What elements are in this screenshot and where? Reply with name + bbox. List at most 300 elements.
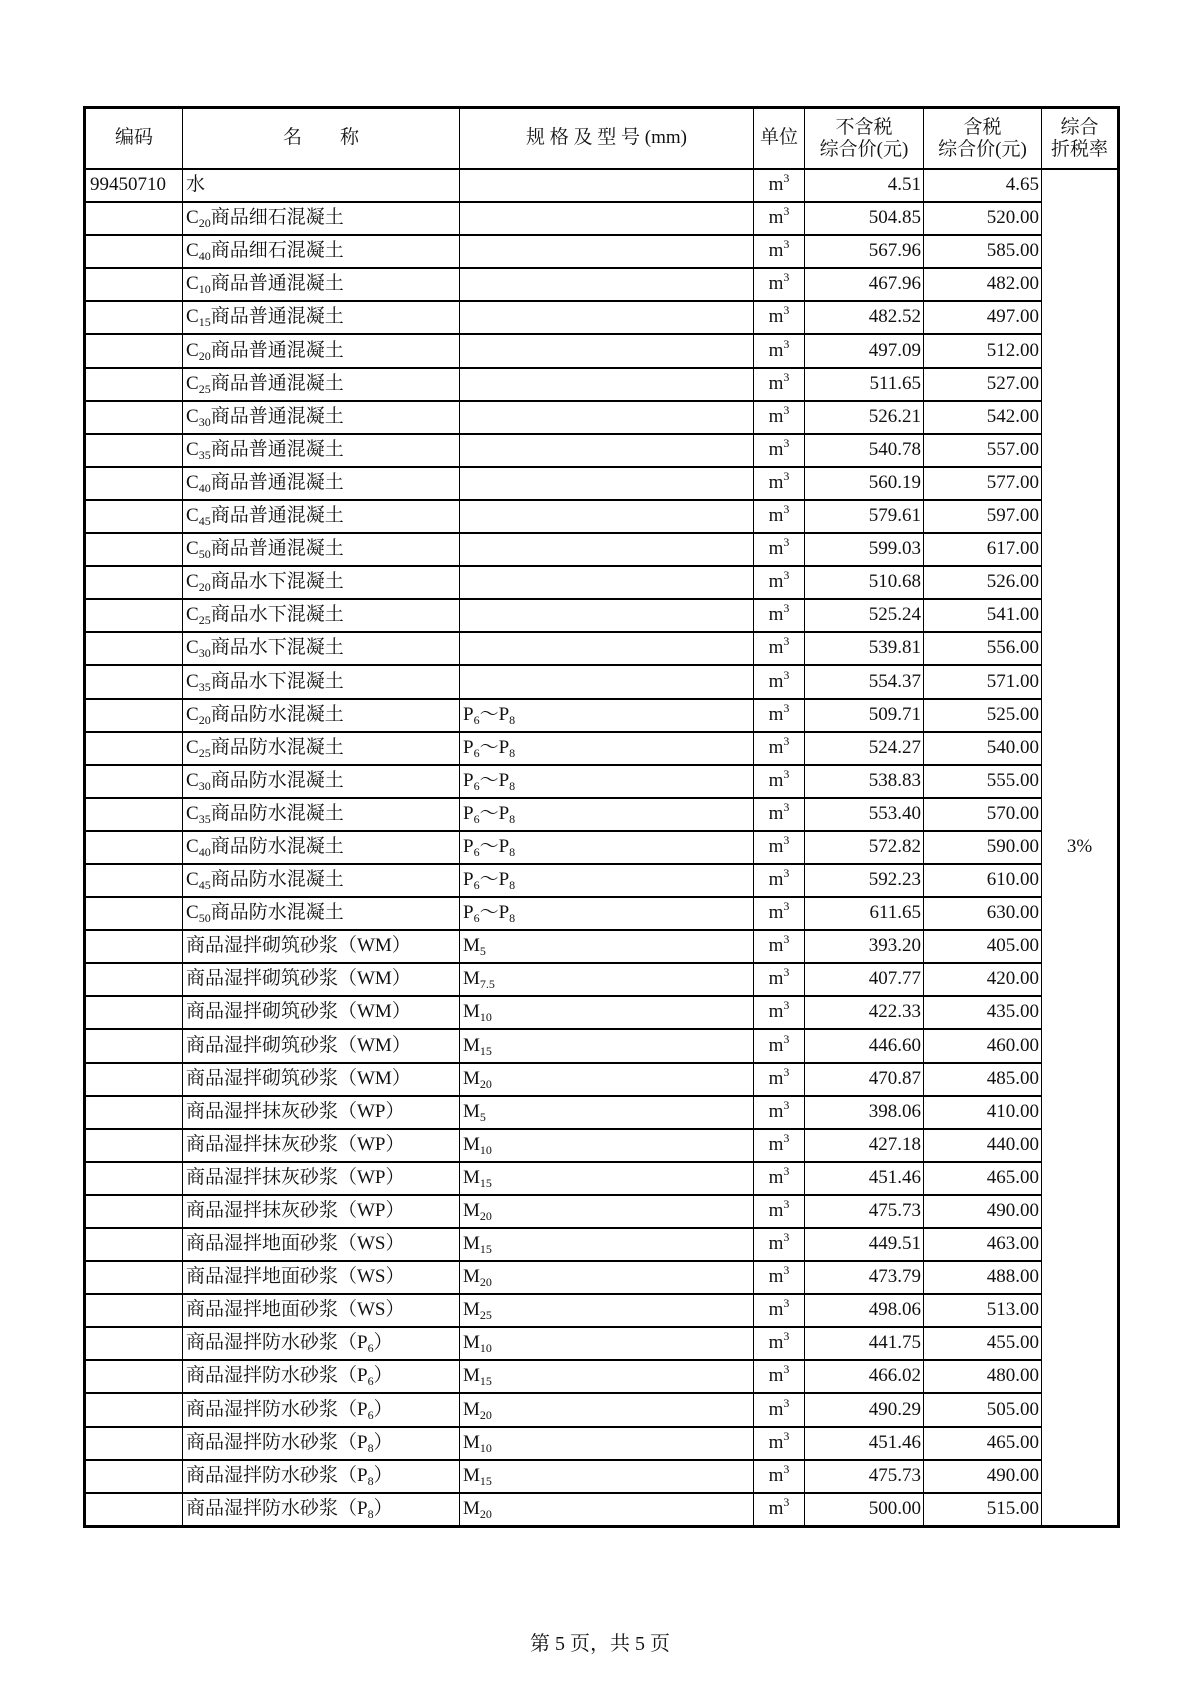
cell-unit [754, 533, 805, 566]
table-row [85, 1294, 1119, 1327]
spec-subscript: 7.5 [479, 977, 495, 992]
spec-subscript: 8 [509, 811, 516, 826]
spec-text: M [463, 1034, 480, 1056]
name-text: 商品湿拌砌筑砂浆（WM） [186, 1067, 411, 1089]
name-text: 商品湿拌防水砂浆（P [186, 1398, 368, 1420]
cell-name [183, 1261, 460, 1294]
cell-spec [460, 301, 754, 334]
unit-text: m [768, 1233, 784, 1255]
name-text: 商品防水混凝土 [210, 703, 344, 725]
name-prefix: C [186, 670, 199, 692]
unit-text: m [768, 438, 784, 460]
cell-price-inc-tax: 465.00 [924, 1162, 1042, 1195]
name-text: 商品普通混凝土 [210, 372, 344, 394]
spec-text: M [463, 1497, 480, 1519]
table-row [85, 699, 1119, 732]
unit-text: m [768, 339, 784, 361]
unit-text: m [768, 670, 784, 692]
cell-code [85, 1360, 183, 1393]
cell-unit [754, 1096, 805, 1129]
table-row [85, 1162, 1119, 1195]
name-text: 商品湿拌砌筑砂浆（WM） [186, 1034, 411, 1056]
header-price-ex-tax [805, 108, 924, 170]
cell-name [183, 202, 460, 235]
spec-subscript: 6 [473, 844, 480, 859]
unit-text: m [768, 273, 784, 295]
name-text: 商品防水混凝土 [210, 802, 344, 824]
spec-text: M [463, 1001, 480, 1023]
name-subscript: 45 [198, 514, 211, 529]
cell-spec [460, 1129, 754, 1162]
cell-name [183, 831, 460, 864]
table-row [85, 732, 1119, 765]
cell-code [85, 334, 183, 367]
table-row [85, 566, 1119, 599]
spec-text: ～P [479, 869, 510, 891]
cell-name [183, 765, 460, 798]
cell-code [85, 500, 183, 533]
cell-price-ex-tax: 599.03 [805, 533, 924, 566]
unit-text: m [768, 637, 784, 659]
spec-subscript: 10 [479, 1341, 492, 1356]
cell-code [85, 699, 183, 732]
cell-spec [460, 566, 754, 599]
unit-superscript: 3 [783, 1428, 790, 1443]
table-row [85, 831, 1119, 864]
table-row [85, 665, 1119, 698]
name-text: 商品水下混凝土 [210, 637, 344, 659]
name-subscript: 50 [198, 911, 211, 926]
cell-unit [754, 169, 805, 202]
cell-spec [460, 467, 754, 500]
unit-text: m [768, 703, 784, 725]
cell-code [85, 268, 183, 301]
name-text: 商品湿拌抹灰砂浆（WP） [186, 1133, 405, 1155]
table-row [85, 1327, 1119, 1360]
table-row [85, 500, 1119, 533]
name-subscript: 45 [198, 878, 211, 893]
name-prefix: C [186, 835, 199, 857]
cell-unit [754, 765, 805, 798]
cell-code [85, 1063, 183, 1096]
name-text: 商品湿拌防水砂浆（P [186, 1464, 368, 1486]
spec-text: M [463, 1067, 480, 1089]
cell-price-inc-tax: 570.00 [924, 798, 1042, 831]
unit-text: m [768, 736, 784, 758]
cell-code [85, 235, 183, 268]
spec-subscript: 15 [479, 1374, 492, 1389]
spec-subscript: 15 [479, 1175, 492, 1190]
cell-unit [754, 1393, 805, 1426]
spec-text: P [463, 802, 474, 824]
name-text: 商品防水混凝土 [210, 769, 344, 791]
cell-name [183, 566, 460, 599]
cell-code [85, 1228, 183, 1261]
cell-name [183, 798, 460, 831]
spec-subscript: 15 [479, 1473, 492, 1488]
cell-spec [460, 533, 754, 566]
unit-superscript: 3 [783, 1064, 790, 1079]
cell-spec [460, 1162, 754, 1195]
spec-text: M [463, 1100, 480, 1122]
cell-code [85, 831, 183, 864]
cell-price-ex-tax: 449.51 [805, 1228, 924, 1261]
cell-name [183, 1493, 460, 1527]
cell-code [85, 434, 183, 467]
cell-price-inc-tax: 525.00 [924, 699, 1042, 732]
unit-superscript: 3 [783, 1197, 790, 1211]
cell-unit [754, 699, 805, 732]
cell-unit [754, 334, 805, 367]
cell-unit [754, 1327, 805, 1360]
cell-name [183, 1294, 460, 1327]
cell-code [85, 897, 183, 930]
unit-text: m [768, 1497, 784, 1519]
name-text: 商品湿拌防水砂浆（P [186, 1365, 368, 1387]
cell-price-inc-tax: 420.00 [924, 963, 1042, 996]
cell-code [85, 1261, 183, 1294]
table-row [85, 467, 1119, 500]
cell-price-ex-tax: 540.78 [805, 434, 924, 467]
spec-subscript: 8 [509, 712, 516, 727]
unit-superscript: 3 [783, 634, 790, 649]
cell-price-inc-tax: 556.00 [924, 632, 1042, 665]
cell-unit [754, 235, 805, 268]
name-prefix: C [186, 869, 199, 891]
cell-name [183, 632, 460, 665]
spec-text: ～P [479, 769, 510, 791]
name-text: 商品防水混凝土 [210, 736, 344, 758]
cell-price-ex-tax: 504.85 [805, 202, 924, 235]
cell-name [183, 467, 460, 500]
cell-code [85, 566, 183, 599]
cell-price-ex-tax: 526.21 [805, 401, 924, 434]
table-row [85, 1261, 1119, 1294]
cell-unit [754, 897, 805, 930]
name-subscript: 20 [198, 580, 211, 595]
cell-price-inc-tax: 497.00 [924, 301, 1042, 334]
spec-subscript: 15 [479, 1043, 492, 1058]
cell-spec [460, 202, 754, 235]
table-row [85, 401, 1119, 434]
cell-spec [460, 401, 754, 434]
cell-unit [754, 500, 805, 533]
unit-text: m [768, 1431, 784, 1453]
spec-text: P [463, 736, 474, 758]
cell-price-ex-tax: 393.20 [805, 930, 924, 963]
cell-code [85, 1195, 183, 1228]
cell-price-inc-tax: 463.00 [924, 1228, 1042, 1261]
table-row [85, 533, 1119, 566]
unit-superscript: 3 [783, 832, 790, 847]
unit-text: m [768, 1001, 784, 1023]
cell-unit [754, 996, 805, 1029]
name-prefix: C [186, 703, 199, 725]
name-text: 商品细石混凝土 [210, 240, 344, 262]
unit-superscript: 3 [783, 1296, 790, 1311]
table-row [85, 1195, 1119, 1228]
table-row [85, 765, 1119, 798]
cell-code [85, 467, 183, 500]
unit-text: m [768, 405, 784, 427]
spec-subscript: 10 [479, 1440, 492, 1455]
cell-price-inc-tax: 405.00 [924, 930, 1042, 963]
cell-code [85, 765, 183, 798]
cell-name [183, 1195, 460, 1228]
name-suffix: ） [373, 1431, 393, 1453]
cell-price-ex-tax: 470.87 [805, 1063, 924, 1096]
cell-price-ex-tax: 490.29 [805, 1393, 924, 1426]
cell-price-ex-tax: 498.06 [805, 1294, 924, 1327]
table-row [85, 897, 1119, 930]
cell-unit [754, 1460, 805, 1493]
unit-text: m [768, 1133, 784, 1155]
header-rate-line2: 折税率 [1050, 138, 1108, 160]
name-prefix: C [186, 604, 199, 626]
spec-text: M [463, 1200, 480, 1221]
cell-unit [754, 368, 805, 401]
cell-code [85, 996, 183, 1029]
unit-superscript: 3 [783, 535, 790, 550]
cell-code [85, 1493, 183, 1527]
unit-superscript: 3 [783, 932, 790, 947]
name-prefix: C [186, 438, 199, 460]
page-footer: 第 5 页，共 5 页 [530, 1633, 670, 1655]
unit-text: m [768, 1464, 784, 1486]
cell-unit [754, 632, 805, 665]
cell-code [85, 1427, 183, 1460]
spec-text: M [463, 968, 480, 990]
cell-price-inc-tax: 490.00 [924, 1460, 1042, 1493]
name-subscript: 20 [198, 348, 211, 363]
unit-superscript: 3 [783, 965, 790, 980]
name-text: 商品防水混凝土 [210, 835, 344, 857]
cell-unit [754, 930, 805, 963]
cell-price-ex-tax: 509.71 [805, 699, 924, 732]
cell-spec [460, 599, 754, 632]
table-row [85, 1129, 1119, 1162]
cell-price-ex-tax: 592.23 [805, 864, 924, 897]
cell-name [183, 996, 460, 1029]
table-row [85, 169, 1119, 202]
name-prefix: C [186, 769, 199, 791]
cell-name [183, 235, 460, 268]
name-subscript: 35 [198, 811, 211, 826]
cell-code [85, 533, 183, 566]
name-subscript: 40 [198, 480, 211, 495]
cell-unit [754, 401, 805, 434]
table-row [85, 301, 1119, 334]
unit-superscript: 3 [783, 171, 790, 186]
name-subscript: 50 [198, 547, 211, 562]
spec-text: ～P [479, 703, 510, 725]
cell-unit [754, 434, 805, 467]
spec-text: M [463, 1365, 480, 1387]
spec-subscript: 10 [479, 1010, 492, 1025]
spec-text: P [463, 769, 474, 791]
spec-subscript: 8 [509, 878, 516, 893]
unit-superscript: 3 [783, 237, 790, 252]
cell-code [85, 1327, 183, 1360]
name-text: 商品水下混凝土 [210, 670, 344, 692]
name-subscript: 8 [367, 1440, 374, 1455]
name-subscript: 8 [367, 1506, 374, 1521]
cell-name [183, 930, 460, 963]
name-subscript: 10 [198, 282, 211, 297]
unit-text: m [768, 505, 784, 527]
cell-unit [754, 1427, 805, 1460]
unit-superscript: 3 [783, 502, 790, 517]
header-rate [1042, 108, 1119, 170]
unit-superscript: 3 [783, 799, 790, 814]
unit-text: m [768, 935, 784, 957]
cell-price-ex-tax: 441.75 [805, 1327, 924, 1360]
unit-text: m [768, 1398, 784, 1420]
unit-text: m [768, 240, 784, 262]
cell-price-inc-tax: 541.00 [924, 599, 1042, 632]
cell-name [183, 533, 460, 566]
name-text: 商品普通混凝土 [210, 471, 344, 493]
cell-price-ex-tax: 497.09 [805, 334, 924, 367]
cell-spec [460, 1460, 754, 1493]
cell-price-inc-tax: 513.00 [924, 1294, 1042, 1327]
header-name: 名 称 [183, 108, 460, 170]
cell-unit [754, 1129, 805, 1162]
cell-price-ex-tax: 473.79 [805, 1261, 924, 1294]
unit-superscript: 3 [783, 204, 790, 219]
cell-code: 99450710 [85, 169, 183, 202]
cell-price-ex-tax: 482.52 [805, 301, 924, 334]
cell-name [183, 1162, 460, 1195]
name-prefix: C [186, 802, 199, 824]
cell-price-inc-tax: 512.00 [924, 334, 1042, 367]
cell-code [85, 1096, 183, 1129]
unit-superscript: 3 [783, 568, 790, 583]
spec-subscript: 20 [479, 1275, 492, 1290]
cell-unit [754, 202, 805, 235]
cell-price-ex-tax: 475.73 [805, 1460, 924, 1493]
cell-price-inc-tax: 520.00 [924, 202, 1042, 235]
cell-price-ex-tax: 525.24 [805, 599, 924, 632]
cell-name [183, 1063, 460, 1096]
spec-text: ～P [479, 835, 510, 857]
cell-price-inc-tax: 505.00 [924, 1393, 1042, 1426]
cell-name [183, 1029, 460, 1062]
table-row [85, 1427, 1119, 1460]
name-subscript: 6 [367, 1374, 374, 1389]
cell-name [183, 1427, 460, 1460]
unit-superscript: 3 [783, 866, 790, 881]
cell-spec [460, 235, 754, 268]
cell-unit [754, 1261, 805, 1294]
name-text: 商品普通混凝土 [210, 538, 344, 560]
name-subscript: 6 [367, 1341, 374, 1356]
cell-price-ex-tax: 611.65 [805, 897, 924, 930]
table-row [85, 1029, 1119, 1062]
spec-text: M [463, 1233, 480, 1255]
name-text: 商品水下混凝土 [210, 571, 344, 593]
cell-price-inc-tax: 617.00 [924, 533, 1042, 566]
cell-name [183, 599, 460, 632]
cell-spec [460, 864, 754, 897]
cell-name [183, 1096, 460, 1129]
unit-text: m [768, 207, 784, 229]
name-suffix: ） [373, 1332, 393, 1354]
spec-subscript: 25 [479, 1308, 492, 1323]
unit-superscript: 3 [783, 1163, 790, 1178]
spec-text: M [463, 1431, 480, 1453]
cell-price-inc-tax: 526.00 [924, 566, 1042, 599]
spec-text: M [463, 1166, 480, 1188]
table-row [85, 334, 1119, 367]
unit-superscript: 3 [783, 700, 790, 715]
cell-name [183, 963, 460, 996]
table-row [85, 1493, 1119, 1527]
cell-price-ex-tax: 500.00 [805, 1493, 924, 1527]
cell-code [85, 1029, 183, 1062]
cell-name [183, 1129, 460, 1162]
cell-spec [460, 1360, 754, 1393]
name-subscript: 35 [198, 447, 211, 462]
spec-text: M [463, 1464, 480, 1486]
name-text: 商品普通混凝土 [210, 405, 344, 427]
unit-text: m [768, 174, 784, 196]
cell-unit [754, 1162, 805, 1195]
unit-text: m [768, 471, 784, 493]
name-prefix: C [186, 372, 199, 394]
name-subscript: 40 [198, 844, 211, 859]
name-subscript: 30 [198, 646, 211, 661]
cell-spec [460, 169, 754, 202]
cell-spec [460, 1327, 754, 1360]
cell-price-inc-tax: 488.00 [924, 1261, 1042, 1294]
cell-price-ex-tax: 446.60 [805, 1029, 924, 1062]
header-code: 编码 [85, 108, 183, 170]
cell-name [183, 368, 460, 401]
unit-superscript: 3 [783, 270, 790, 285]
spec-text: P [463, 703, 474, 725]
unit-superscript: 3 [783, 468, 790, 483]
unit-superscript: 3 [783, 766, 790, 781]
cell-unit [754, 268, 805, 301]
cell-spec [460, 665, 754, 698]
cell-price-inc-tax: 571.00 [924, 665, 1042, 698]
cell-code [85, 1294, 183, 1327]
cell-price-ex-tax: 466.02 [805, 1360, 924, 1393]
unit-superscript: 3 [783, 667, 790, 682]
unit-text: m [768, 604, 784, 626]
spec-subscript: 6 [473, 811, 480, 826]
name-text: 商品湿拌抹灰砂浆（WP） [186, 1166, 405, 1188]
cell-code [85, 1162, 183, 1195]
cell-unit [754, 732, 805, 765]
name-suffix: ） [373, 1497, 393, 1519]
spec-subscript: 5 [479, 944, 486, 959]
name-text: 商品普通混凝土 [210, 273, 344, 295]
unit-text: m [768, 835, 784, 857]
unit-superscript: 3 [783, 1097, 790, 1112]
spec-subscript: 15 [479, 1242, 492, 1257]
table-row [85, 963, 1119, 996]
name-subscript: 6 [367, 1407, 374, 1422]
cell-name [183, 1460, 460, 1493]
name-prefix: C [186, 306, 199, 328]
cell-spec [460, 632, 754, 665]
table-row [85, 1228, 1119, 1261]
unit-superscript: 3 [783, 601, 790, 616]
header-price-inc-tax-line1: 含税 [963, 116, 1002, 138]
cell-name [183, 1393, 460, 1426]
